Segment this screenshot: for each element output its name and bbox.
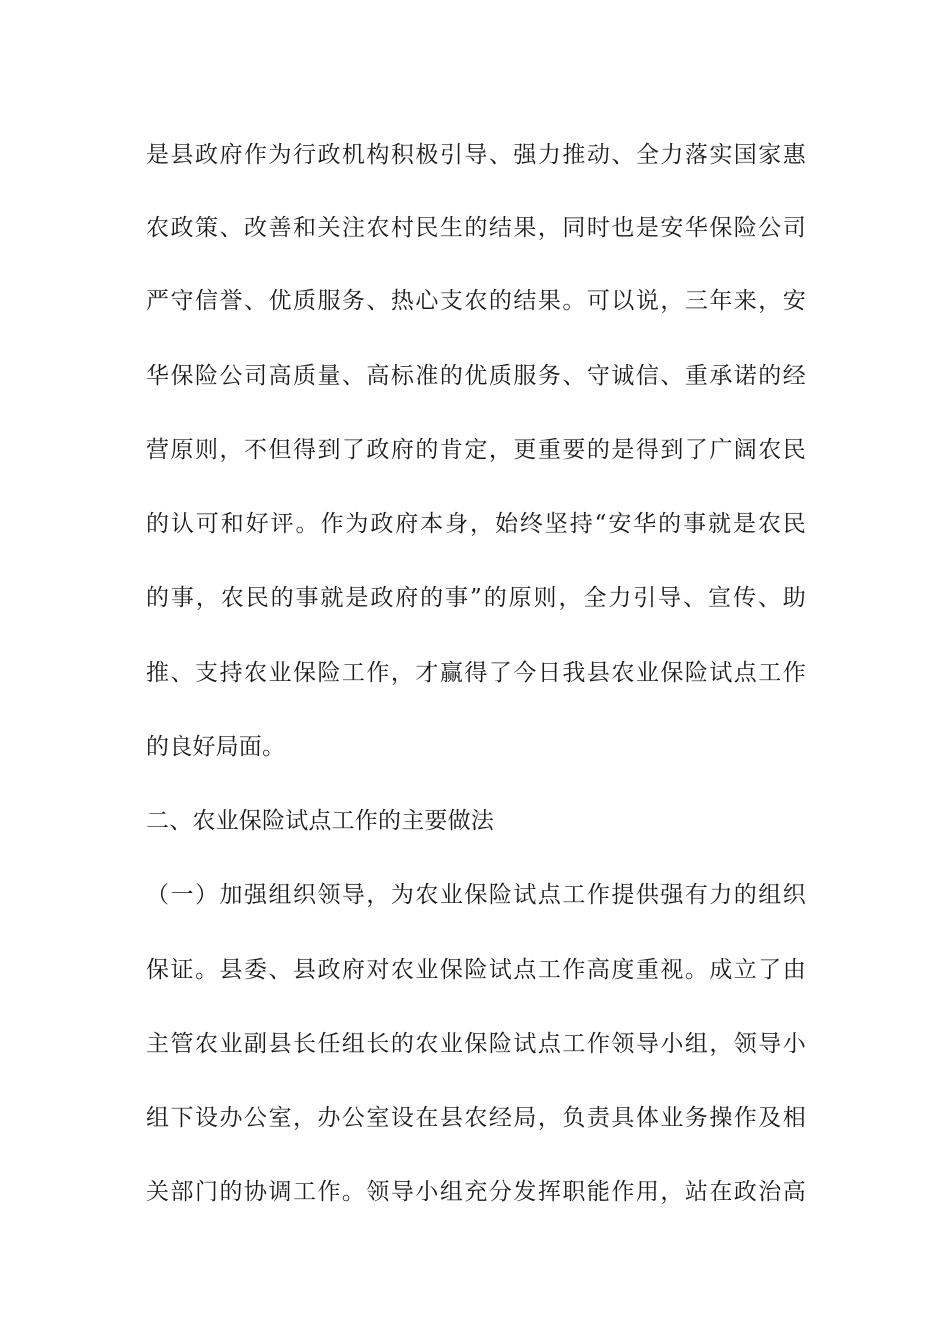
body-text-line: 的认可和好评。作为政府本身，始终坚持“安华的事就是农民 xyxy=(146,511,806,537)
subsection-heading-line: （一）加强组织领导，为农业保险试点工作提供强有力的组织 xyxy=(146,882,806,908)
body-text-line: 保证。县委、县政府对农业保险试点工作高度重视。成立了由 xyxy=(146,957,806,983)
body-text-line: 的事，农民的事就是政府的事”的原则，全力引导、宣传、助 xyxy=(146,585,806,611)
section-heading: 二、农业保险试点工作的主要做法 xyxy=(146,808,494,834)
body-text-line: 营原则，不但得到了政府的肯定，更重要的是得到了广阔农民 xyxy=(146,437,806,463)
body-text-line: 推、支持农业保险工作，才赢得了今日我县农业保险试点工作 xyxy=(146,660,806,686)
body-text-line: 主管农业副县长任组长的农业保险试点工作领导小组，领导小 xyxy=(146,1031,806,1057)
body-text-line: 严守信誉、优质服务、热心支农的结果。可以说，三年来，安 xyxy=(146,288,806,314)
body-text-line: 农政策、改善和关注农村民生的结果，同时也是安华保险公司 xyxy=(146,215,806,241)
body-text-line: 关部门的协调工作。领导小组充分发挥职能作用，站在政治高 xyxy=(146,1179,806,1205)
paragraph-end-line: 的良好局面。 xyxy=(146,734,286,760)
body-text-line: 是县政府作为行政机构积极引导、强力推动、全力落实国家惠 xyxy=(146,142,806,168)
body-text-line: 华保险公司高质量、高标准的优质服务、守诚信、重承诺的经 xyxy=(146,363,806,389)
body-text-line: 组下设办公室，办公室设在县农经局，负责具体业务操作及相 xyxy=(146,1105,806,1131)
